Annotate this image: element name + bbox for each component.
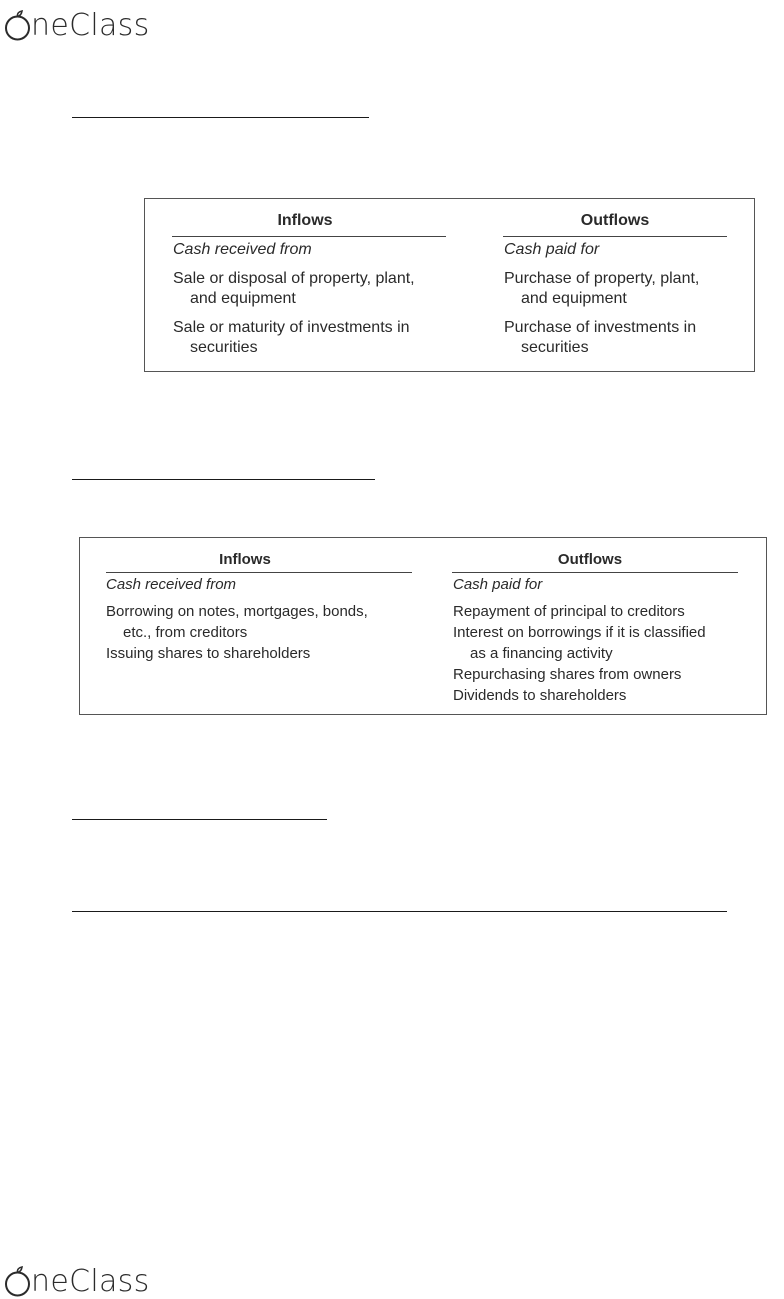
inflow-item: Sale or disposal of property, plant, and equipment — [173, 270, 415, 307]
inflows-subheader: Cash received from — [106, 576, 237, 593]
logo-wordmark: neClass — [31, 1264, 150, 1299]
header-divider-left — [106, 572, 412, 573]
outflow-item: Repurchasing shares from owners — [453, 666, 682, 683]
outflows-subheader: Cash paid for — [504, 241, 600, 258]
inflow-item: Issuing shares to shareholders — [106, 645, 311, 662]
outflow-item: Repayment of principal to creditors — [453, 603, 685, 620]
header-divider-right — [503, 236, 727, 237]
blank-answer-line — [72, 911, 727, 912]
inflows-header: Inflows — [277, 212, 333, 229]
outflows-subheader: Cash paid for — [453, 576, 543, 593]
blank-heading-line-3 — [72, 819, 327, 820]
blank-heading-line-1 — [72, 117, 369, 118]
inflow-item: Borrowing on notes, mortgages, bonds, etc., from creditors — [106, 603, 368, 641]
inflows-subheader: Cash received from — [173, 241, 312, 258]
inflows-header: Inflows — [219, 551, 271, 568]
header-divider-right — [452, 572, 738, 573]
oneclass-o-icon — [4, 10, 32, 42]
outflow-item: Purchase of property, plant, and equipment — [504, 270, 700, 307]
financing-activities-table — [79, 537, 767, 715]
header-divider-left — [172, 236, 446, 237]
outflows-header: Outflows — [580, 212, 650, 229]
oneclass-logo-top — [4, 2, 150, 42]
outflow-item: Interest on borrowings if it is classified as a financing activity — [453, 624, 706, 662]
oneclass-o-icon — [4, 1266, 32, 1298]
outflows-header: Outflows — [557, 551, 623, 568]
outflow-item: Dividends to shareholders — [453, 687, 627, 704]
outflow-item: Purchase of investments in securities — [504, 319, 697, 356]
inflow-item: Sale or maturity of investments in securities — [173, 319, 410, 356]
oneclass-logo-bottom — [4, 1258, 150, 1298]
logo-wordmark: neClass — [31, 8, 150, 43]
blank-heading-line-2 — [72, 479, 375, 480]
investing-activities-table — [144, 198, 755, 372]
